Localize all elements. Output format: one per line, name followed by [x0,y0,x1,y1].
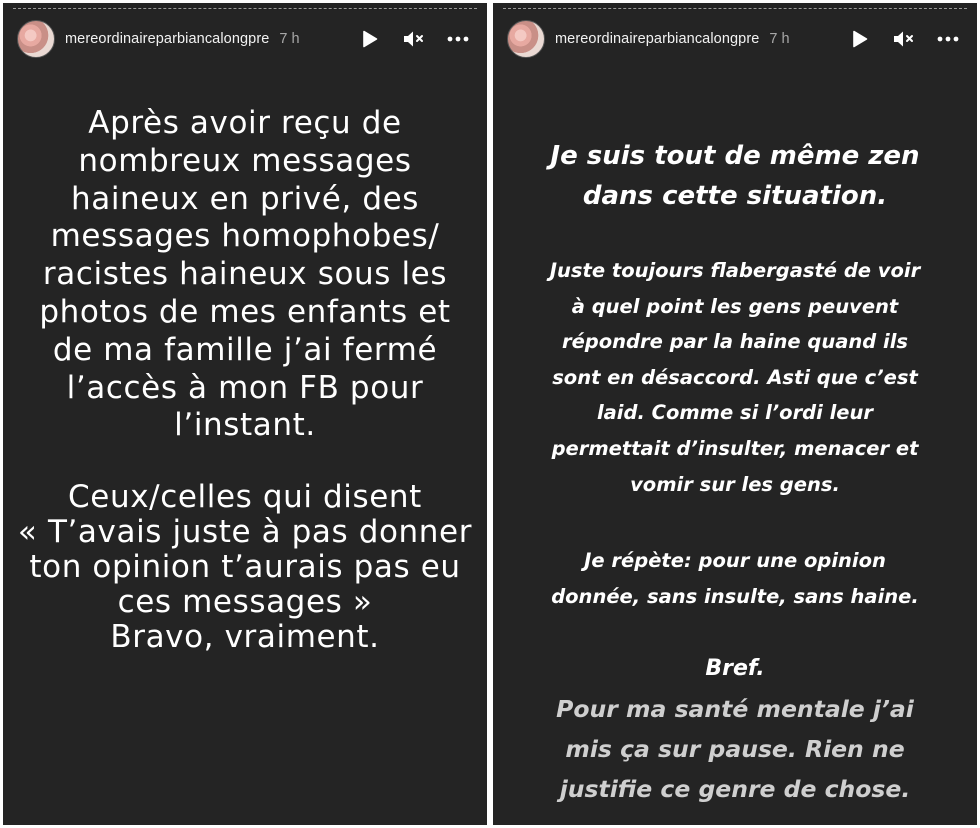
text-line: Pour ma santé mentale j’ai [556,695,914,723]
more-icon[interactable] [937,28,959,50]
text-line: sont en désaccord. Asti que c’est [552,365,918,389]
story-bref [503,649,967,689]
profile-avatar[interactable] [507,20,545,58]
post-time: 7 h [769,31,790,47]
play-icon[interactable] [849,28,871,50]
profile-avatar[interactable] [17,20,55,58]
text-line: nombreux messages [78,142,412,179]
story-header [17,20,473,58]
text-line: messages homophobes/ [50,218,440,255]
text-line: haineux en privé, des [70,180,420,217]
play-icon[interactable] [359,28,381,50]
text-line: de ma famille j’ai fermé [52,331,438,368]
text-line: Juste toujours flabergasté de voir [549,259,921,282]
text-line: laid. Comme si l’ordi leur [596,401,874,425]
text-line: ces messages » [117,584,373,621]
username[interactable]: mereordinaireparbiancalongpre [65,31,270,47]
text-line: répondre par la haine quand ils [561,330,909,354]
story-panel-right [493,3,977,825]
username[interactable]: mereordinaireparbiancalongpre [555,31,760,47]
more-icon[interactable] [447,28,469,50]
story-paragraph-1 [13,105,477,445]
text-line: vomir sur les gens. [630,472,840,496]
text-line: à quel point les gens peuvent [571,294,899,318]
mute-icon[interactable] [403,28,425,50]
text-line: Ceux/celles qui disent [68,479,422,516]
text-line: « T’avais juste à pas donner [17,514,473,551]
story-header [507,20,963,58]
story-text [13,105,477,655]
story-repeat [503,543,967,614]
text-line: l’accès à mon FB pour [66,369,424,406]
text-line: racistes haineux sous les [42,256,448,293]
text-line: photos de mes enfants et [39,293,451,330]
text-line: Bravo, vraiment. [110,619,380,656]
text-line: dans cette situation. [582,181,888,211]
text-line: ton opinion t’aurais pas eu [29,549,461,586]
story-body [503,253,967,502]
text-line: Je suis tout de même zen [550,141,920,171]
text-line: mis ça sur pause. Rien ne [565,735,905,763]
mute-icon[interactable] [893,28,915,50]
text-line: Après avoir reçu de [88,105,402,141]
text-line: permettait d’insulter, menacer et [551,436,919,460]
text-line: Je répète: pour une opinion [584,549,886,572]
story-panel-left [3,3,487,825]
story-progress-bar [13,8,477,11]
post-time: 7 h [279,31,300,47]
story-ending [503,689,967,809]
text-line: l’instant. [174,407,316,444]
text-line: donnée, sans insulte, sans haine. [551,584,919,608]
story-title [503,136,967,216]
text-line: Bref. [705,656,765,681]
story-paragraph-2 [13,480,477,655]
story-progress-bar [503,8,967,11]
text-line: justifie ce genre de chose. [559,775,911,803]
